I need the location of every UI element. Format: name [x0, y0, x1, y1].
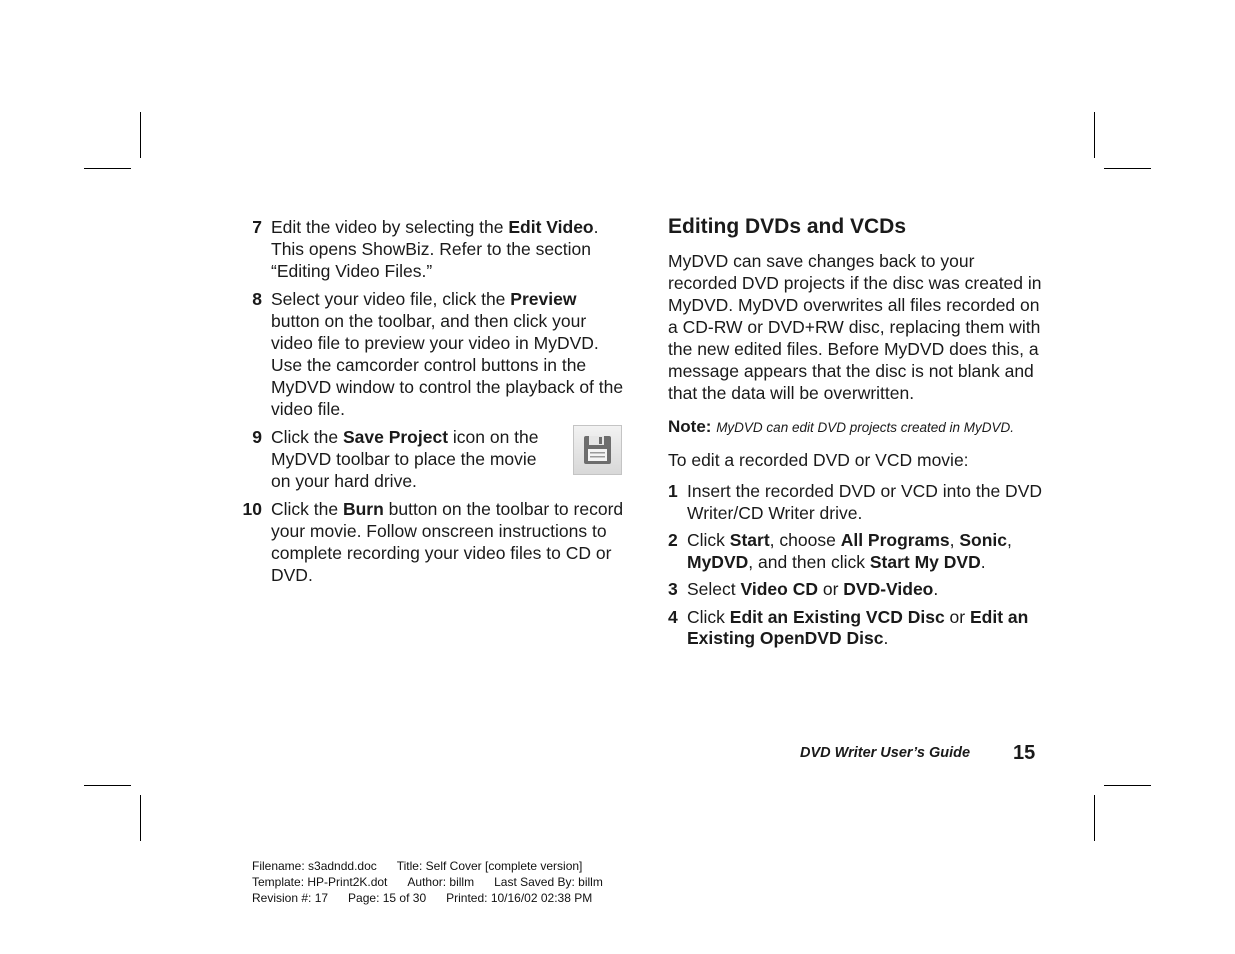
crop-mark — [140, 795, 141, 841]
note: Note: MyDVD can edit DVD projects created in MyDVD. — [668, 417, 1015, 436]
step-3: 3 Select Video CD or DVD-Video. — [668, 579, 939, 599]
right-column — [668, 214, 1043, 656]
crop-mark — [1094, 112, 1095, 158]
step-2: 2 Click Start, choose All Programs, Sonic, MyDVD, and then click Start My DVD. — [668, 530, 1012, 572]
crop-mark — [140, 112, 141, 158]
intro-paragraph: MyDVD can save changes back to your recorded DVD projects if the disc was created in MyDVD. MyDVD overwrites all files recorded on a CD-RW or DVD+RW disc, replacing them with the new edited files. Before MyDVD does this, a message appears that the disc is not blank and that the data will be overwritten. — [668, 251, 1042, 403]
step-4: 4 Click Edit an Existing VCD Disc or Edit an Existing OpenDVD Disc. — [668, 606, 1029, 648]
document-metadata: Filename: s3adndd.doc Title: Self Cover [complete version] Template: HP-Print2K.dot Author: billm Last Saved By: billm Revision #: 17 Page: 15 of 30 Printed: 10/16/02 02:38 PM — [252, 859, 603, 905]
page-number: 15 — [1013, 742, 1036, 764]
crop-mark — [84, 785, 131, 786]
step-8: 8 Select your video file, click the Preview button on the toolbar, and then click your video file to preview your video in MyDVD. Use the camcorder control buttons in the MyDVD window to control the playback of the video file. — [252, 289, 624, 419]
crop-mark — [1104, 168, 1151, 169]
crop-mark — [1104, 785, 1151, 786]
crop-mark — [1094, 795, 1095, 841]
guide-title: DVD Writer User’s Guide — [800, 745, 971, 761]
step-10: 10 Click the Burn button on the toolbar to record your movie. Follow onscreen instructions to complete recording your video files to CD or DVD. — [242, 499, 624, 585]
crop-mark — [84, 168, 131, 169]
step-1: 1 Insert the recorded DVD or VCD into the DVD Writer/CD Writer drive. — [668, 481, 1043, 523]
section-heading: Editing DVDs and VCDs — [668, 215, 907, 238]
step-9: 9 Click the Save Project icon on the MyDVD toolbar to place the movie on your hard drive. — [252, 427, 539, 491]
left-column — [238, 216, 628, 592]
lead-sentence: To edit a recorded DVD or VCD movie: — [668, 450, 969, 470]
save-project-icon — [573, 425, 622, 475]
step-7: 7 Edit the video by selecting the Edit Video. This opens ShowBiz. Refer to the section “Editing Video Files.” — [252, 217, 599, 281]
